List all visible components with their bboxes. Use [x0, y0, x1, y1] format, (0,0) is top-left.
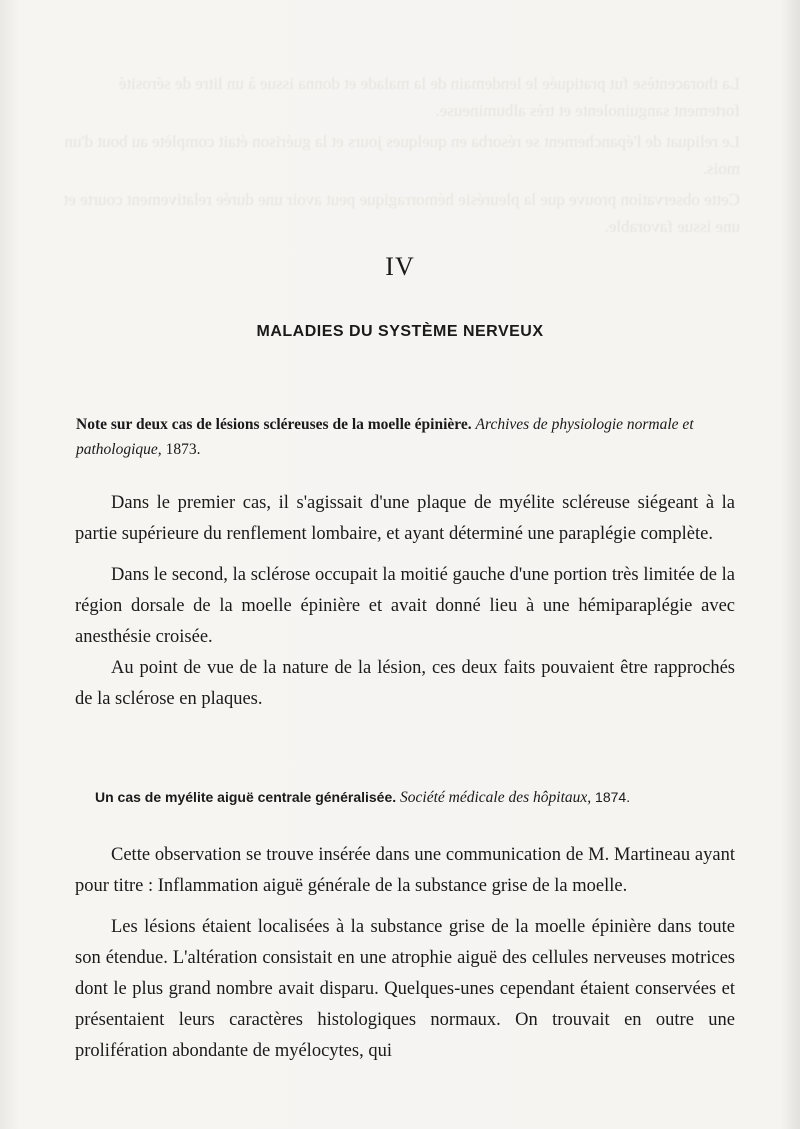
- paragraph: Dans le second, la sclérose occupait la moitié gauche d'une portion très limitée de la région dorsale de la moelle épinière et avait donné lieu à une hémiparaplégie avec anesthésie croisée.: [75, 565, 735, 647]
- reference-year: 1874.: [595, 789, 631, 805]
- reference-source: Archives de physiologie normale et pathologique,: [76, 416, 694, 458]
- reference-entry: [95, 785, 755, 810]
- section-title: MALADIES DU SYSTÈME NERVEUX: [256, 323, 544, 340]
- paragraph: Cette observation se trouve insérée dans une communication de M. Martineau ayant pour titre : Inflammation aiguë générale de la substance grise de la moelle.: [75, 845, 735, 896]
- reference-entry: [76, 412, 736, 462]
- reference-title: Un cas de myélite aiguë centrale généralisée.: [95, 789, 397, 805]
- reference-year: 1873.: [165, 441, 201, 458]
- reference-source: Société médicale des hôpitaux,: [400, 789, 592, 806]
- body-section-2: [75, 840, 735, 1067]
- paragraph: Les lésions étaient localisées à la substance grise de la moelle épinière dans toute son étendue. L'altération consistait en une atrophie aiguë des cellules nerveuses motrices dont le plus grand nombre avait disparu. Quelques-unes cependant étaient conservées et présentaient leurs caractères histologiques normaux. On trouvait en outre une prolifération abondante de myélocytes, qui: [75, 917, 735, 1061]
- section-number: IV: [385, 252, 415, 281]
- show-through-text: La thoracentèse fut pratiquée le lendemain de la malade et donna issue à un litre de sérosité fortement sanguinolente et très albumineuse. Le reliquat de l'épanchement se résorba en quelques jours et la guérison était complète au bout d'un mois. Cette observation prouve que la pleurésie hémorragique peut avoir une durée relativement courte et une issue favorable.: [63, 74, 740, 236]
- paragraph: Dans le premier cas, il s'agissait d'une plaque de myélite scléreuse siégeant à la partie supérieure du renflement lombaire, et ayant déterminé une paraplégie complète.: [75, 493, 735, 544]
- paragraph: Au point de vue de la nature de la lésion, ces deux faits pouvaient être rapprochés de la sclérose en plaques.: [75, 658, 735, 709]
- body-section-1: [75, 488, 735, 715]
- reference-title: Note sur deux cas de lésions scléreuses de la moelle épinière.: [76, 416, 472, 433]
